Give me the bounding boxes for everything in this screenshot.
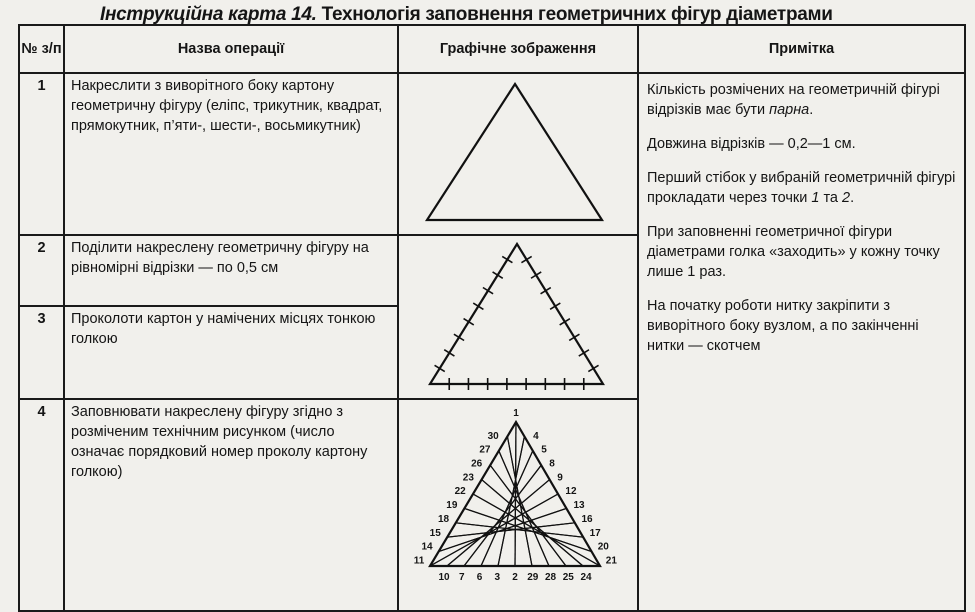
header-image: Графічне зображення — [398, 25, 638, 73]
tick-mark — [560, 319, 570, 325]
tick-mark — [502, 256, 512, 262]
diameter-line — [456, 523, 583, 537]
row-num: 4 — [19, 399, 64, 611]
point-label: 29 — [527, 572, 539, 583]
header-num: № з/п — [19, 25, 64, 73]
tick-mark — [541, 288, 551, 294]
tick-mark — [579, 350, 589, 356]
point-label: 7 — [459, 572, 465, 583]
diameter-line — [447, 523, 575, 537]
note-first-stitch: Перший стібок у вибраній геометричній фігурі прокладати через точки 1 та 2. — [647, 170, 956, 206]
row-num: 1 — [19, 73, 64, 235]
point-label: 15 — [429, 527, 441, 539]
point-label: 28 — [544, 572, 557, 583]
row-operation: Поділити накреслену геометричну фігуру на рівномірні відрізки — по 0,5 см — [64, 235, 398, 306]
instruction-table — [18, 24, 966, 612]
point-label: 17 — [589, 527, 601, 539]
filled-triangle-svg — [400, 400, 636, 604]
row-num: 3 — [19, 306, 64, 399]
point-label: 3 — [494, 572, 501, 583]
row-operation: Проколоти картон у намічених місцях тонкою голкою — [64, 306, 398, 399]
header-operation: Назва операції — [64, 25, 398, 73]
tick-mark — [550, 303, 560, 309]
plain-triangle-svg — [400, 74, 636, 228]
point-label: 2 — [512, 572, 518, 583]
note-thread-fixing: На початку роботи нитку закріпити з виворітного боку вузлом, а по закінченні нитки — скотчем — [647, 298, 919, 354]
page-title — [100, 4, 900, 26]
marked-triangle-drawing — [398, 235, 638, 399]
point-label: 11 — [413, 555, 425, 567]
point-label: 1 — [513, 408, 519, 419]
row-operation: Заповнювати накреслену фігуру згідно з розміченим технічним рисунком (число означає порядковий номер проколу картону голкою) — [64, 399, 398, 611]
tick-marks — [435, 256, 599, 390]
note-even-segments: Кількість розмічених на геометричній фігурі відрізків має бути парна. — [647, 82, 940, 118]
tick-mark — [473, 303, 483, 309]
point-label: 6 — [476, 572, 483, 583]
tick-mark — [435, 365, 445, 371]
filled-triangle-drawing — [398, 399, 638, 611]
point-label: 22 — [454, 486, 466, 498]
tick-mark — [444, 350, 454, 356]
point-label: 13 — [573, 500, 585, 512]
point-label: 30 — [487, 430, 499, 442]
point-label: 21 — [605, 555, 617, 567]
tick-mark — [588, 365, 598, 371]
point-label: 19 — [446, 500, 458, 512]
point-label: 8 — [549, 458, 555, 470]
tick-mark — [464, 319, 474, 325]
tick-mark — [454, 334, 464, 340]
point-label: 9 — [557, 472, 563, 484]
table-row — [19, 73, 965, 235]
plain-triangle-drawing — [398, 73, 638, 235]
note-needle-once: При заповненні геометричної фігури діаметрами голка «заходить» у кожну точку лише 1 раз. — [647, 224, 940, 280]
point-label: 25 — [562, 572, 574, 583]
point-label: 5 — [541, 444, 547, 456]
header-note: Примітка — [638, 25, 965, 73]
point-label: 26 — [471, 458, 483, 470]
row-operation: Накреслити з виворітного боку картону геометричну фігуру (еліпс, трикутник, квадрат, прямокутник, п’яти-, шести-, восьмикутник) — [64, 73, 398, 235]
triangle-outline — [430, 244, 603, 384]
point-label: 27 — [479, 444, 491, 456]
title-text: Технологія заповнення геометричних фігур діаметрами — [316, 4, 833, 25]
triangle-outline — [427, 84, 602, 220]
header-row — [19, 25, 965, 73]
point-label: 10 — [438, 572, 450, 583]
note-segment-length: Довжина відрізків — 0,2—1 см. — [647, 136, 856, 152]
point-label: 23 — [462, 472, 474, 484]
tick-mark — [569, 334, 579, 340]
row-num: 2 — [19, 235, 64, 306]
notes-cell — [638, 73, 965, 611]
point-label: 16 — [581, 513, 593, 525]
tick-mark — [493, 272, 503, 278]
point-label: 18 — [437, 513, 450, 525]
marked-triangle-svg — [400, 236, 636, 392]
tick-mark — [521, 256, 531, 262]
tick-mark — [531, 272, 541, 278]
point-label: 20 — [597, 541, 609, 553]
title-card-number: Інструкційна карта 14. — [100, 4, 317, 25]
point-label: 4 — [533, 430, 539, 442]
point-label: 12 — [565, 486, 577, 498]
diameter-line — [515, 422, 516, 566]
point-label: 24 — [580, 572, 592, 583]
tick-mark — [483, 287, 493, 293]
point-label: 14 — [421, 541, 433, 553]
